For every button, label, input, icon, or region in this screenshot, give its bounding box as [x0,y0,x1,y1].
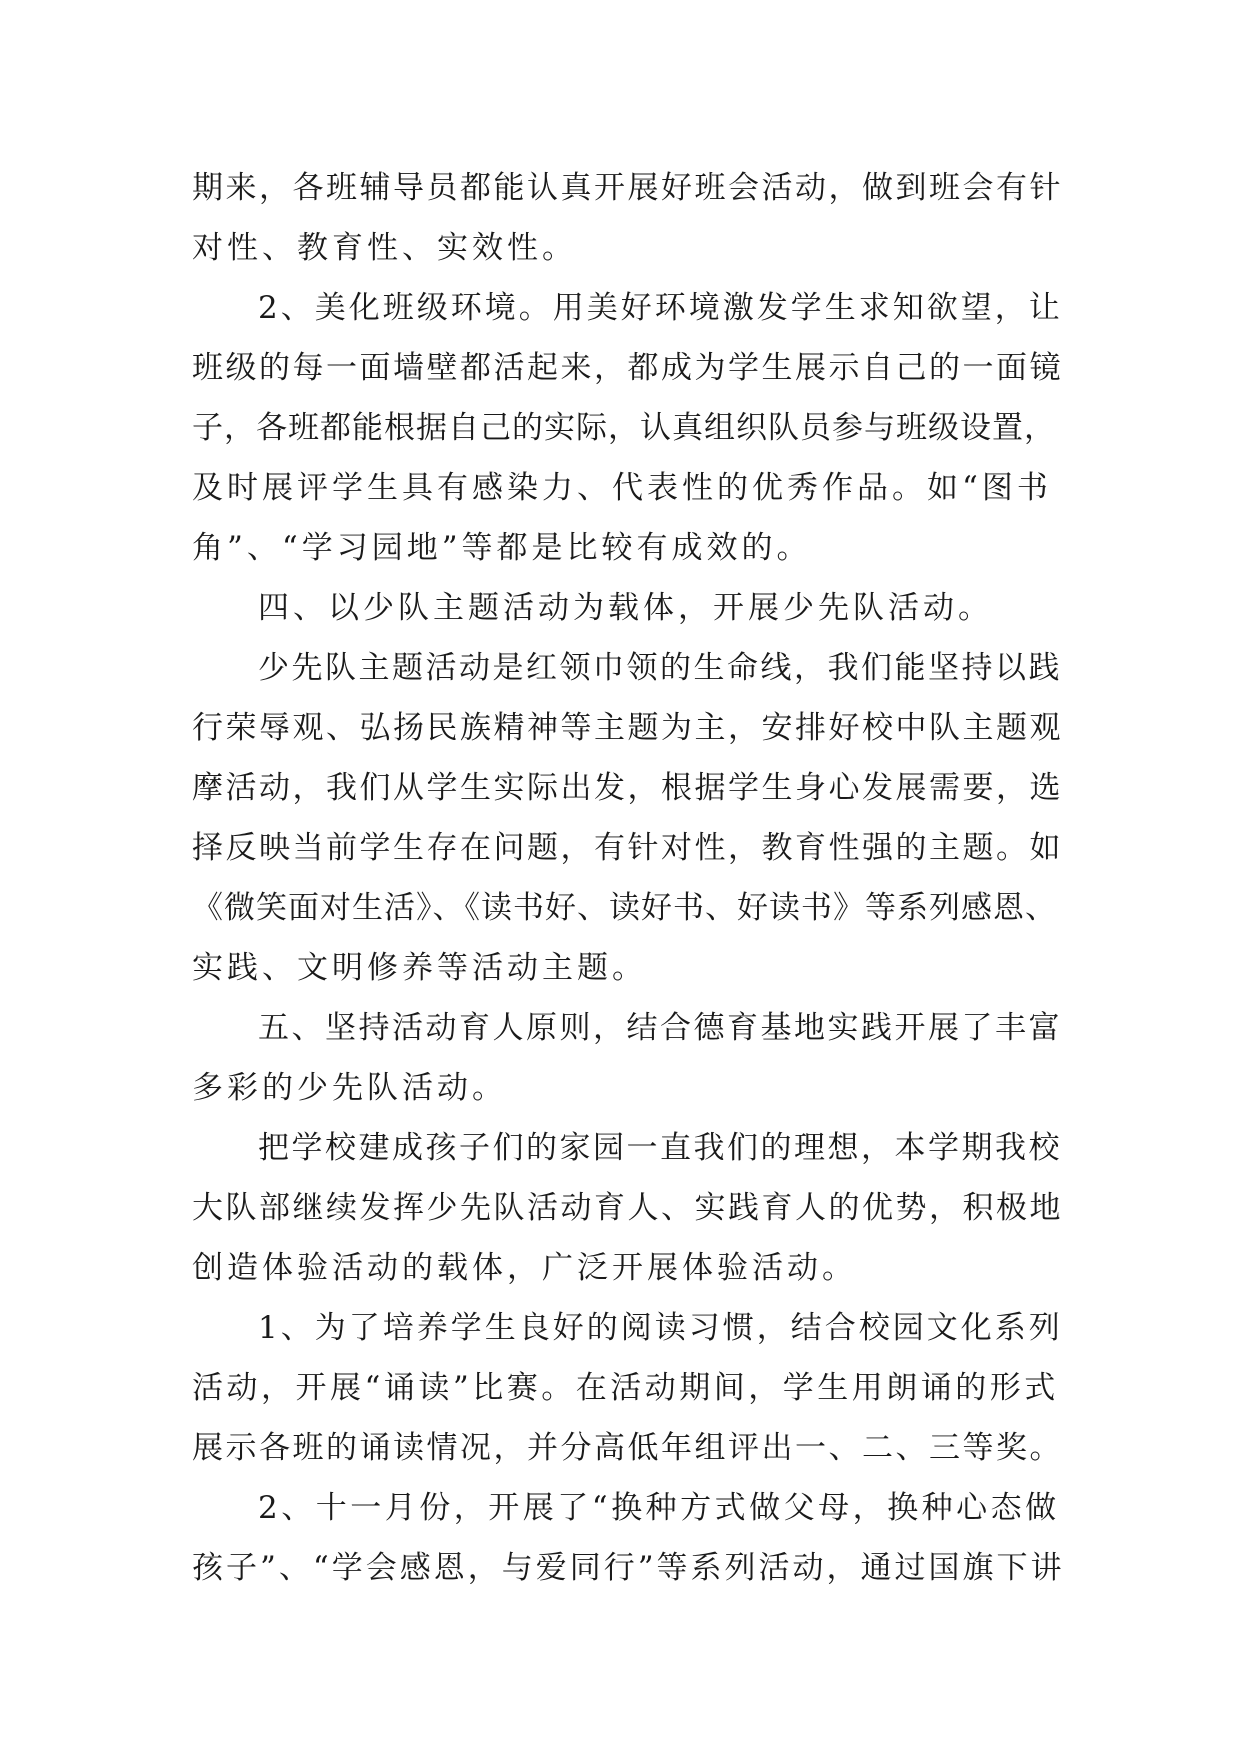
text-line: 期来，各班辅导员都能认真开展好班会活动，做到班会有针 [192,170,1063,206]
text-line: 1、为了培养学生良好的阅读习惯，结合校园文化系列 [258,1310,1063,1346]
text-line: 《微笑面对生活》、《读书好、读好书、好读书》等系列感恩、 [192,890,1057,926]
text-line: 子，各班都能根据自己的实际，认真组织队员参与班级设置， [192,410,1056,446]
text-line: 少先队主题活动是红领巾领的生命线，我们能坚持以践 [258,650,1062,686]
text-line: 及时展评学生具有感染力、代表性的优秀作品。如“图书 [192,470,1052,506]
document-body [192,158,1065,1598]
text-line: 2、十一月份，开展了“换种方式做父母，换种心态做 [258,1490,1060,1526]
text-line: 择反映当前学生存在问题，有针对性，教育性强的主题。如 [192,830,1063,866]
text-line: 创造体验活动的载体，广泛开展体验活动。 [192,1250,857,1286]
text-line: 多彩的少先队活动。 [192,1070,507,1106]
text-line: 班级的每一面墙壁都活起来，都成为学生展示自己的一面镜 [192,350,1063,386]
text-line: 摩活动，我们从学生实际出发，根据学生身心发展需要，选 [192,770,1063,806]
text-line: 角”、“学习园地”等都是比较有成效的。 [192,530,812,566]
text-line: 孩子”、“学会感恩，与爱同行”等系列活动，通过国旗下讲 [192,1550,1065,1586]
text-line: 四、以少队主题活动为载体，开展少先队活动。 [258,590,993,626]
text-line: 展示各班的诵读情况，并分高低年组评出一、二、三等奖。 [192,1430,1063,1466]
text-line: 实践、文明修养等活动主题。 [192,950,647,986]
text-line: 对性、教育性、实效性。 [192,230,577,266]
text-line: 2、美化班级环境。用美好环境激发学生求知欲望，让 [258,290,1063,326]
text-line: 把学校建成孩子们的家园一直我们的理想，本学期我校 [258,1130,1062,1166]
text-line: 大队部继续发挥少先队活动育人、实践育人的优势，积极地 [192,1190,1063,1226]
text-line: 活动，开展“诵读”比赛。在活动期间，学生用朗诵的形式 [192,1370,1059,1406]
text-line: 行荣辱观、弘扬民族精神等主题为主，安排好校中队主题观 [192,710,1063,746]
text-line: 五、坚持活动育人原则，结合德育基地实践开展了丰富 [258,1010,1062,1046]
